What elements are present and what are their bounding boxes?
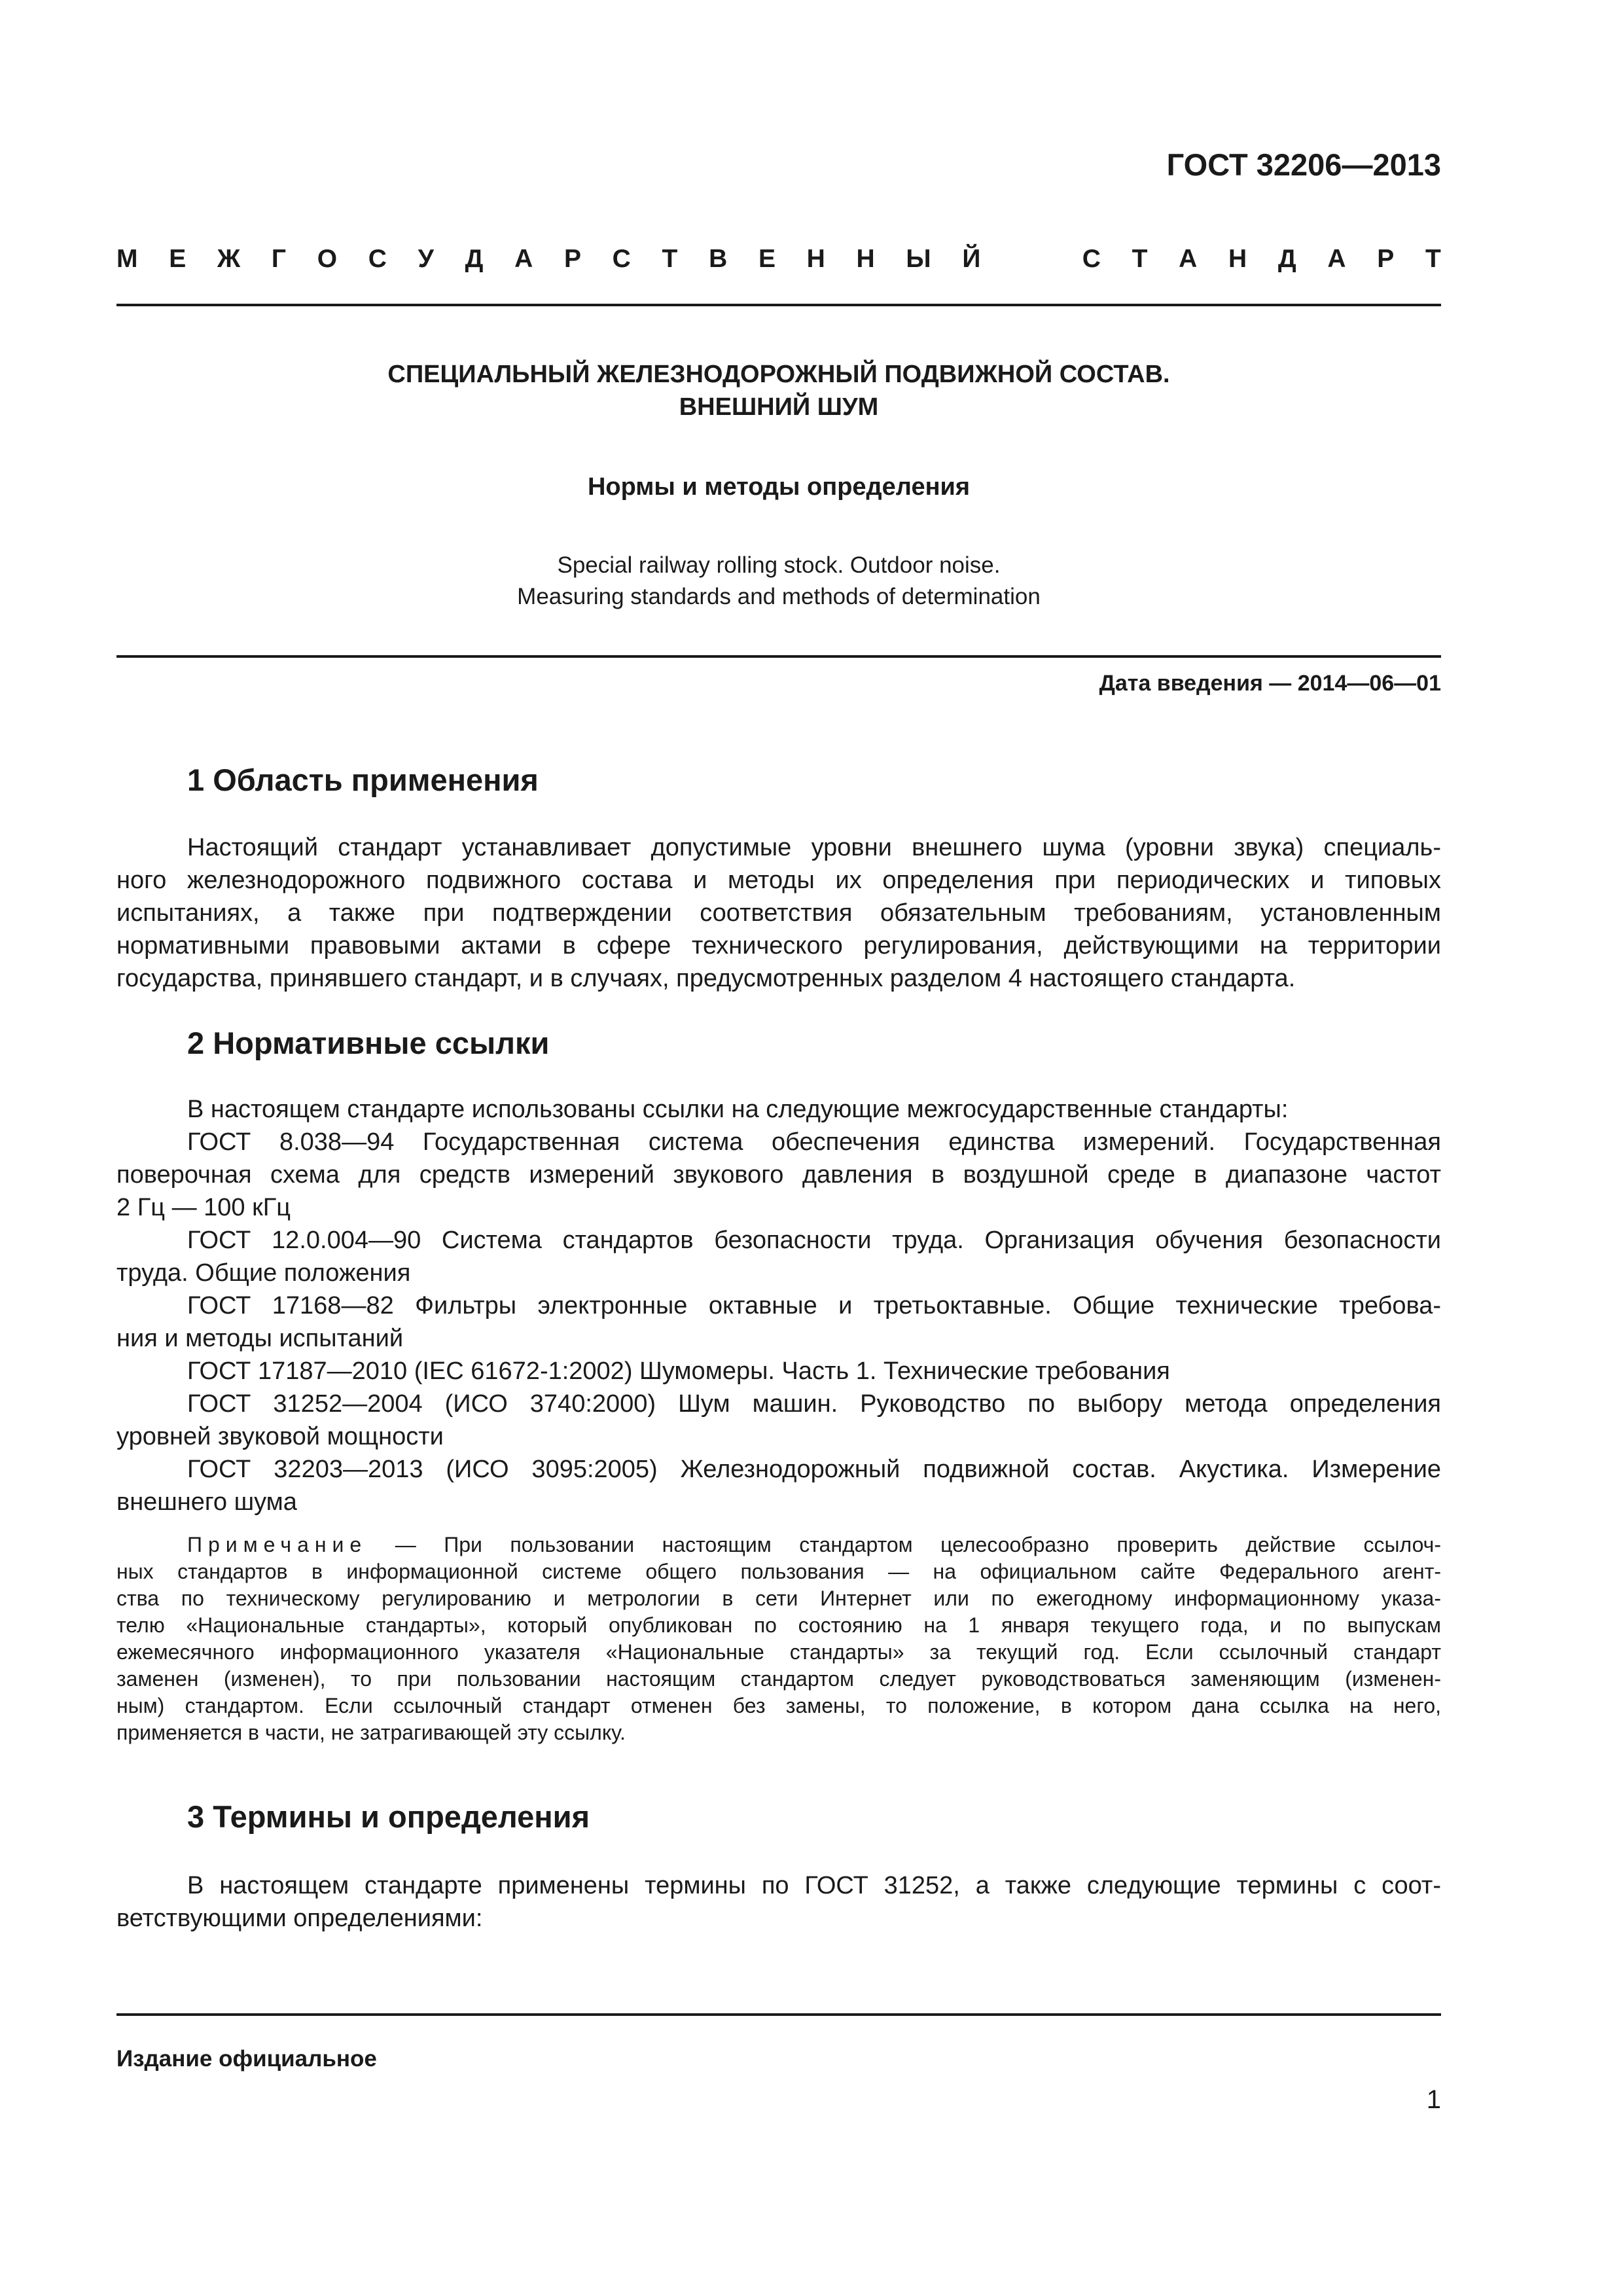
text-line: внешнего шума — [116, 1488, 297, 1516]
banner-letter: Т — [1425, 245, 1441, 273]
banner-letter: Г — [271, 245, 286, 273]
reference-line: ГОСТ 12.0.004—90 Система стандартов безопасности труда. Организация обучения безопасности — [187, 1227, 1441, 1254]
page-number: 1 — [1426, 2085, 1441, 2114]
banner-gap — [1012, 243, 1051, 275]
banner-letter: Ж — [217, 245, 241, 273]
reference-line: ГОСТ 17168—82 Фильтры электронные октавные и третьоктавные. Общие технические требова- — [187, 1292, 1441, 1319]
text-line: ния и методы испытаний — [116, 1325, 404, 1352]
banner-letter: А — [1327, 245, 1346, 273]
banner-letter: Н — [1228, 245, 1247, 273]
edition-label: Издание официальное — [116, 2046, 377, 2072]
note-line: ежемесячного информационного указателя «Национальные стандарты» за текущий год. Если ссылочный стандарт — [116, 1640, 1441, 1664]
banner-letter: Д — [1277, 245, 1296, 273]
banner-letter: Т — [1132, 245, 1148, 273]
reference-line: ГОСТ 8.038—94 Государственная система обеспечения единства измерений. Государственная — [187, 1128, 1441, 1156]
note-text: — При пользовании настоящим стандартом целесообразно проверить действие ссылоч- — [367, 1533, 1441, 1556]
banner-letter: Д — [465, 245, 484, 273]
text-line: ветствующими определениями: — [116, 1905, 483, 1932]
reference-line: ГОСТ 17187—2010 (IEC 61672-1:2002) Шумомеры. Часть 1. Технические требования — [187, 1357, 1170, 1385]
document-subtitle: Нормы и методы определения — [587, 473, 971, 501]
banner-letter: Е — [758, 245, 776, 273]
header-divider — [116, 304, 1441, 306]
note-line: телю «Национальные стандарты», который опубликован по состоянию на 1 января текущего года, и по выпускам — [116, 1613, 1441, 1637]
document-code: ГОСТ 32206—2013 — [1166, 147, 1441, 182]
banner-letter: А — [1179, 245, 1198, 273]
banner-letter: Р — [563, 245, 581, 273]
text-line: ного железнодорожного подвижного состава и методы их определения при периодических и типовых — [116, 867, 1441, 894]
document-title-line1: СПЕЦИАЛЬНЫЙ ЖЕЛЕЗНОДОРОЖНЫЙ ПОДВИЖНОЙ СОСТАВ. — [387, 361, 1170, 388]
section-3-heading: 3 Термины и определения — [187, 1799, 590, 1834]
banner-letter: У — [418, 245, 434, 273]
note-line: заменен (изменен), то при пользовании настоящим стандартом следует руководствоваться заменяющим (изменен- — [116, 1667, 1441, 1691]
reference-line: ГОСТ 32203—2013 (ИСО 3095:2005) Железнодорожный подвижной состав. Акустика. Измерение — [187, 1456, 1441, 1483]
section-2-references — [116, 1093, 1441, 1518]
english-title-line1: Special railway rolling stock. Outdoor noise. — [557, 552, 1001, 578]
banner-letter: О — [317, 245, 338, 273]
text-line: В настоящем стандарте применены термины по ГОСТ 31252, а также следующие термины с соот- — [187, 1872, 1441, 1899]
text-line: Настоящий стандарт устанавливает допустимые уровни внешнего шума (уровни звука) специаль- — [187, 834, 1441, 861]
banner-letter: Р — [1377, 245, 1395, 273]
text-line: уровней звуковой мощности — [116, 1423, 444, 1450]
note-line: ным) стандартом. Если ссылочный стандарт отменен без замены, то положение, в котором дана ссылка на него, — [116, 1694, 1441, 1717]
banner-letter: А — [514, 245, 533, 273]
banner-letter: С — [1082, 245, 1101, 273]
interstate-standard-banner — [116, 243, 1441, 275]
banner-letter: М — [116, 245, 138, 273]
banner-letter: Й — [962, 245, 981, 273]
note-label: Примечание — [187, 1533, 368, 1556]
title-divider — [116, 655, 1441, 658]
text-line: поверочная схема для средств измерений звукового давления в воздушной среде в диапазоне частот — [116, 1161, 1441, 1189]
english-title-line2: Measuring standards and methods of determination — [517, 584, 1041, 609]
banner-letter: Н — [806, 245, 825, 273]
note-line: ства по техническому регулированию и метрологии в сети Интернет или по ежегодному информационному указа- — [116, 1587, 1441, 1610]
banner-letter: С — [612, 245, 631, 273]
banner-letter: Т — [662, 245, 678, 273]
references-note — [116, 1532, 1441, 1746]
text-line: В настоящем стандарте использованы ссылки на следующие межгосударственные стандарты: — [187, 1096, 1289, 1123]
introduction-date: Дата введения — 2014—06—01 — [1099, 671, 1441, 696]
text-line: труда. Общие положения — [116, 1259, 411, 1287]
banner-letter: Е — [169, 245, 187, 273]
footer-divider — [116, 2013, 1441, 2016]
text-line: нормативными правовыми актами в сфере технического регулирования, действующими на территории — [116, 932, 1441, 960]
banner-letter: С — [368, 245, 387, 273]
text-line: государства, принявшего стандарт, и в случаях, предусмотренных разделом 4 настоящего стандарта. — [116, 965, 1296, 992]
banner-letter: Ы — [906, 245, 931, 273]
banner-letter: Н — [856, 245, 875, 273]
note-line: применяется в части, не затрагивающей эту ссылку. — [116, 1721, 626, 1744]
section-1-paragraph — [116, 831, 1441, 995]
note-line — [116, 1532, 1441, 1558]
banner-letter: В — [709, 245, 728, 273]
reference-line: ГОСТ 31252—2004 (ИСО 3740:2000) Шум машин. Руководство по выбору метода определения — [187, 1390, 1441, 1418]
section-2-heading: 2 Нормативные ссылки — [187, 1026, 550, 1060]
document-title-line2: ВНЕШНИЙ ШУМ — [679, 393, 879, 421]
text-line: испытаниях, а также при подтверждении соответствия обязательным требованиям, установленным — [116, 899, 1441, 927]
text-line: 2 Гц — 100 кГц — [116, 1194, 291, 1221]
note-line: ных стандартов в информационной системе общего пользования — на официальном сайте Федерального агент- — [116, 1560, 1441, 1583]
section-3-paragraph — [116, 1869, 1441, 1935]
section-1-heading: 1 Область применения — [187, 762, 539, 797]
